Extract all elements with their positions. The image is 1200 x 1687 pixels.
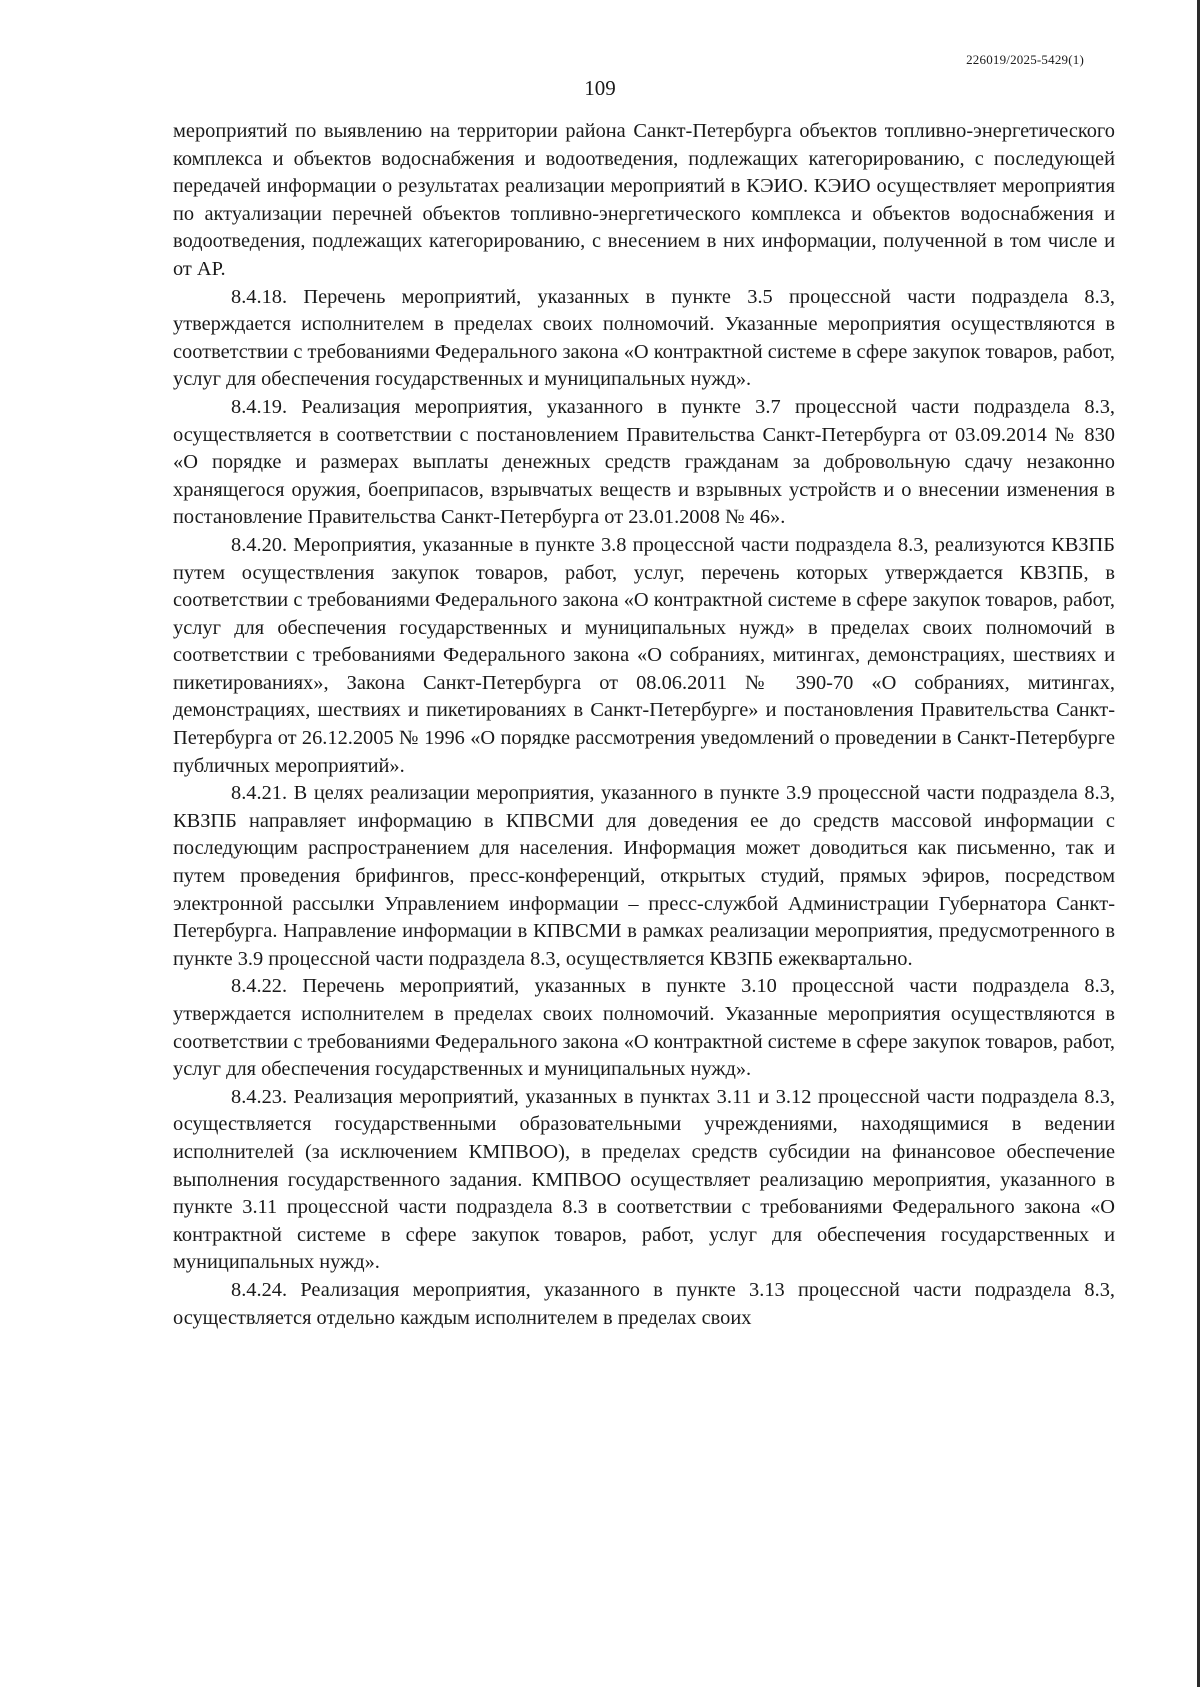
paragraph-8-4-23: 8.4.23. Реализация мероприятий, указанных в пунктах 3.11 и 3.12 процессной части подраздела 8.3, осуществляется государственными образовательными учреждениями, находящимися в ведении исполнителей (за исключением КМПВОО), в пределах средств субсидии на финансовое обеспечение выполнения государственного задания. КМПВОО осуществляет реализацию мероприятия, указанного в пункте 3.11 процессной части подраздела 8.3 в соответствии с требованиями Федерального закона «О контрактной системе в сфере закупок товаров, работ, услуг для обеспечения государственных и муниципальных нужд». xyxy=(173,1085,1115,1274)
paragraph-8-4-19: 8.4.19. Реализация мероприятия, указанного в пункте 3.7 процессной части подраздела 8.3, осуществляется в соответствии с постановлением Правительства Санкт-Петербурга от 03.09.2014 № 830 «О порядке и размерах выплаты денежных средств гражданам за добровольную сдачу незаконно хранящегося оружия, боеприпасов, взрывчатых веществ и взрывных устройств и о внесении изменения в постановление Правительства Санкт-Петербурга от 23.01.2008 № 46». xyxy=(173,395,1115,529)
paragraph-8-4-24: 8.4.24. Реализация мероприятия, указанного в пункте 3.13 процессной части подраздела 8.3, осуществляется отдельно каждым исполнителем в пределах своих xyxy=(173,1278,1115,1329)
document-body xyxy=(173,118,1115,1332)
paragraph-8-4-18: 8.4.18. Перечень мероприятий, указанных в пункте 3.5 процессной части подраздела 8.3, утверждается исполнителем в пределах своих полномочий. Указанные мероприятия осуществляются в соответствии с требованиями Федерального закона «О контрактной системе в сфере закупок товаров, работ, услуг для обеспечения государственных и муниципальных нужд». xyxy=(173,285,1115,391)
paragraph-8-4-20: 8.4.20. Мероприятия, указанные в пункте 3.8 процессной части подраздела 8.3, реализуются КВЗПБ путем осуществления закупок товаров, работ, услуг, перечень которых утверждается КВЗПБ, в соответствии с требованиями Федерального закона «О контрактной системе в сфере закупок товаров, работ, услуг для обеспечения государственных и муниципальных нужд» в пределах своих полномочий в соответствии с требованиями Федерального закона «О собраниях, митингах, демонстрациях, шествиях и пикетированиях», Закона Санкт-Петербурга от 08.06.2011 № 390-70 «О собраниях, митингах, демонстрациях, шествиях и пикетированиях в Санкт-Петербурге» и постановления Правительства Санкт-Петербурга от 26.12.2005 № 1996 «О порядке рассмотрения уведомлений о проведении в Санкт-Петербурге публичных мероприятий». xyxy=(173,533,1115,777)
paragraph-continuation: мероприятий по выявлению на территории района Санкт-Петербурга объектов топливно-энергетического комплекса и объектов водоснабжения и водоотведения, подлежащих категорированию, с последующей передачей информации о результатах реализации мероприятий в КЭИО. КЭИО осуществляет мероприятия по актуализации перечней объектов топливно-энергетического комплекса и объектов водоснабжения и водоотведения, подлежащих категорированию, с внесением в них информации, полученной в том числе и от АР. xyxy=(173,120,1115,280)
registration-number: 226019/2025-5429(1) xyxy=(966,52,1084,67)
page-number: 109 xyxy=(584,76,616,100)
paragraph-8-4-21: 8.4.21. В целях реализации мероприятия, указанного в пункте 3.9 процессной части подраздела 8.3, КВЗПБ направляет информацию в КПВСМИ для доведения ее до средств массовой информации с последующим распространением для населения. Информация может доводиться как письменно, так и путем проведения брифингов, пресс-конференций, открытых студий, прямых эфиров, посредством электронной рассылки Управлением информации – пресс-службой Администрации Губернатора Санкт-Петербурга. Направление информации в КПВСМИ в рамках реализации мероприятия, предусмотренного в пункте 3.9 процессной части подраздела 8.3, осуществляется КВЗПБ ежеквартально. xyxy=(173,782,1115,970)
paragraph-8-4-22: 8.4.22. Перечень мероприятий, указанных в пункте 3.10 процессной части подраздела 8.3, утверждается исполнителем в пределах своих полномочий. Указанные мероприятия осуществляются в соответствии с требованиями Федерального закона «О контрактной системе в сфере закупок товаров, работ, услуг для обеспечения государственных и муниципальных нужд». xyxy=(173,975,1115,1081)
